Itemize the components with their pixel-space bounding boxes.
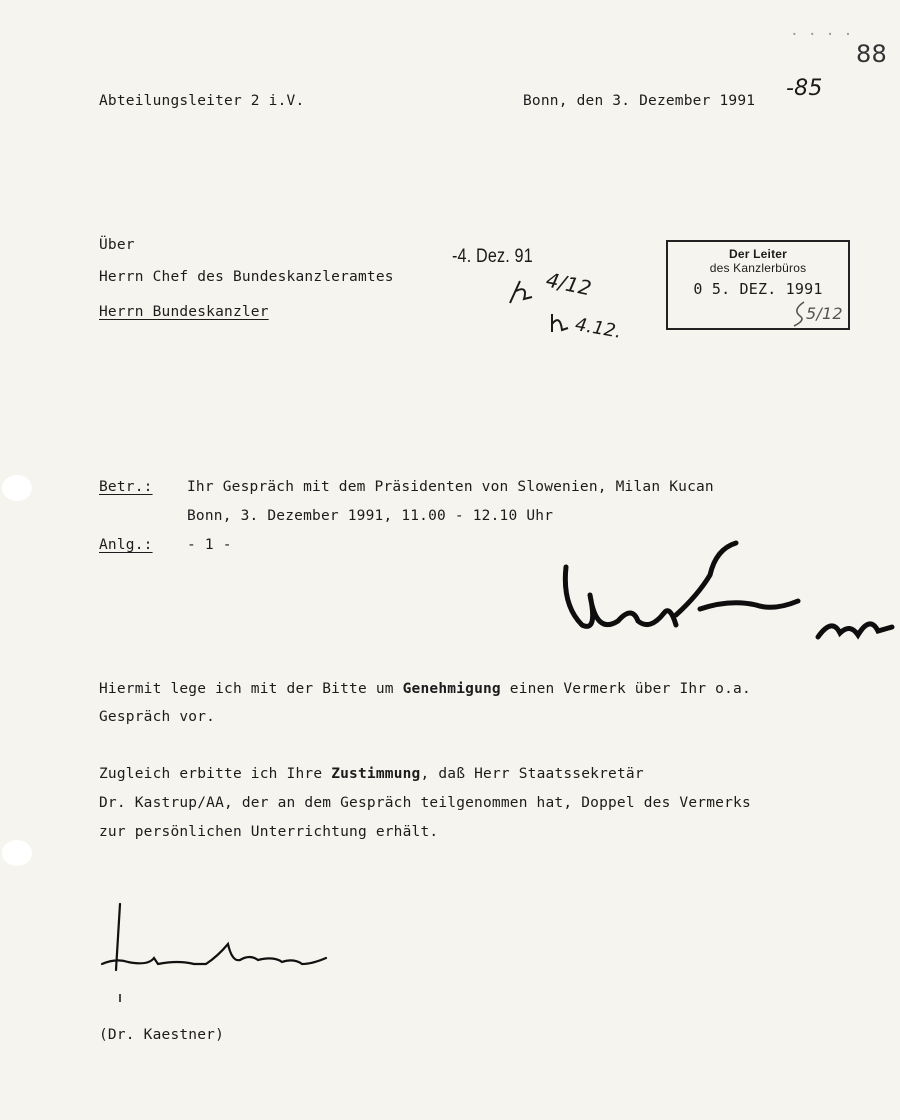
p2-text-a: Zugleich erbitte ich Ihre (99, 766, 332, 782)
top-dots: . . . . (790, 23, 853, 39)
signature-small (98, 898, 338, 1008)
routing-line2: Herrn Bundeskanzler (99, 304, 269, 320)
punch-hole-bottom (2, 840, 32, 866)
p1-text-a: Hiermit lege ich mit der Bitte um (99, 681, 403, 697)
p2-text-b: , daß Herr Staatssekretär (420, 766, 644, 782)
punch-hole-top (2, 475, 32, 501)
stamp-paraph: 5/12 (806, 304, 843, 323)
attachment-label: Anlg.: (99, 537, 153, 553)
handwritten-mark-1: 4/12 (544, 267, 594, 301)
subject-line1: Ihr Gespräch mit dem Präsidenten von Slowenien, Milan Kucan (187, 479, 714, 495)
routing-line1: Herrn Chef des Bundeskanzleramtes (99, 269, 394, 285)
body-paragraph-1-line2: Gespräch vor. (99, 709, 216, 725)
stamp-line2: des Kanzlerbüros (709, 261, 807, 275)
body-paragraph-2 (99, 767, 644, 782)
subject-line2: Bonn, 3. Dezember 1991, 11.00 - 12.10 Uhr (187, 508, 554, 524)
sender-line: Abteilungsleiter 2 i.V. (99, 93, 305, 109)
p2-bold: Zustimmung (331, 766, 421, 782)
stamp-line1: Der Leiter (728, 247, 788, 261)
handwritten-mark-2: 4.12. (573, 314, 624, 343)
handwritten-initials-1 (506, 275, 546, 335)
body-paragraph-1 (99, 682, 751, 697)
stamp-date: 0 5. DEZ. 1991 (693, 280, 823, 298)
page-number: 88 (856, 40, 887, 68)
stamp-paraph-stroke (790, 300, 810, 330)
margin-note: -85 (786, 76, 823, 101)
p1-bold: Genehmigung (402, 681, 501, 697)
handwritten-initials-2 (548, 310, 578, 340)
body-paragraph-2-line2: Dr. Kastrup/AA, der an dem Gespräch teilgenommen hat, Doppel des Vermerks (99, 795, 751, 811)
routing-via: Über (99, 237, 135, 253)
signatory-name: (Dr. Kaestner) (99, 1027, 225, 1043)
signature-large (560, 535, 900, 655)
p1-text-b: einen Vermerk über Ihr o.a. (500, 681, 751, 697)
body-paragraph-2-line3: zur persönlichen Unterrichtung erhält. (99, 824, 439, 840)
received-date-stamp: -4. Dez. 91 (452, 246, 533, 267)
place-date: Bonn, den 3. Dezember 1991 (523, 93, 756, 109)
attachment-value: - 1 - (187, 537, 232, 553)
subject-label: Betr.: (99, 479, 153, 495)
